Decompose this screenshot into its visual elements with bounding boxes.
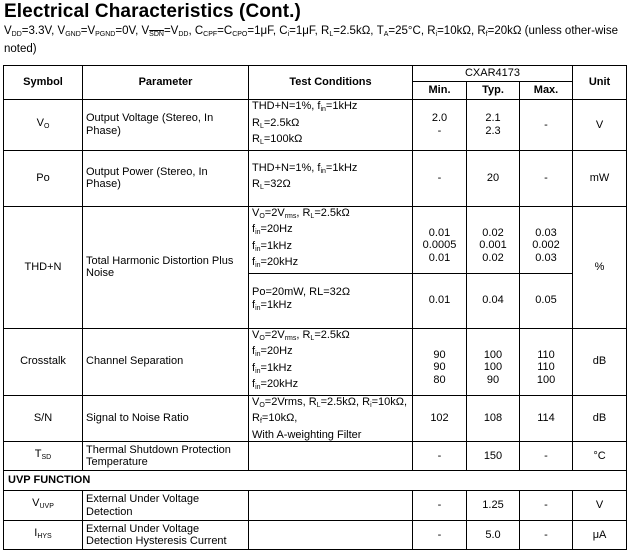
typ-vuvp: 1.25 xyxy=(467,491,520,521)
electrical-characteristics-table xyxy=(3,65,627,550)
table-row xyxy=(4,442,627,471)
typ-thdn-b: 0.04 xyxy=(467,273,520,328)
max-thdn-b: 0.05 xyxy=(520,273,573,328)
param-output-voltage: Output Voltage (Stereo, In Phase) xyxy=(83,100,249,151)
symbol-ihys: $I_{HYS}$ xyxy=(4,521,83,550)
tc-snr: $V_O=2Vrms$, $R_L=2.5k\Omega$, $R_i=10k\Omega$, $R_f=10k\Omega$, With A-weighting Filter xyxy=(249,395,413,442)
unit-po: mW xyxy=(573,150,627,206)
min-vo: 2.0 - xyxy=(413,100,467,151)
typ-snr: 108 xyxy=(467,395,520,442)
tc-thdn-a: $V_O=2V_{rms}$, $R_L=2.5k\Omega$ $f_{in}=20Hz$ $f_{in}=1kHz$ $f_{in}=20kHz$ xyxy=(249,206,413,273)
tc-crosstalk: $V_O=2V_{rms}$, $R_L=2.5k\Omega$ $f_{in}=20Hz$ $f_{in}=1kHz$ $f_{in}=20kHz$ xyxy=(249,328,413,395)
symbol-po: Po xyxy=(4,150,83,206)
header-max: Max. xyxy=(520,82,573,100)
param-uvp-detection: External Under Voltage Detection xyxy=(83,491,249,521)
table-row xyxy=(4,395,627,442)
unit-snr: dB xyxy=(573,395,627,442)
symbol-thdn: THD+N xyxy=(4,206,83,328)
param-snr: Signal to Noise Ratio xyxy=(83,395,249,442)
min-crosstalk: 90 90 80 xyxy=(413,328,467,395)
min-thdn-b: 0.01 xyxy=(413,273,467,328)
typ-vo: 2.1 2.3 xyxy=(467,100,520,151)
section-title-uvp: UVP FUNCTION xyxy=(4,471,627,491)
unit-tsd: °C xyxy=(573,442,627,471)
min-po: - xyxy=(413,150,467,206)
unit-ihys: μA xyxy=(573,521,627,550)
table-row xyxy=(4,150,627,206)
header-min: Min. xyxy=(413,82,467,100)
param-output-power: Output Power (Stereo, In Phase) xyxy=(83,150,249,206)
table-row xyxy=(4,100,627,151)
symbol-sn: S/N xyxy=(4,395,83,442)
header-symbol: Symbol xyxy=(4,66,83,100)
max-po: - xyxy=(520,150,573,206)
max-ihys: - xyxy=(520,521,573,550)
typ-thdn-a: 0.02 0.001 0.02 xyxy=(467,206,520,273)
tc-thermal-shutdown xyxy=(249,442,413,471)
header-unit: Unit xyxy=(573,66,627,100)
min-vuvp: - xyxy=(413,491,467,521)
symbol-crosstalk: Crosstalk xyxy=(4,328,83,395)
min-snr: 102 xyxy=(413,395,467,442)
typ-tsd: 150 xyxy=(467,442,520,471)
param-channel-separation: Channel Separation xyxy=(83,328,249,395)
table-row xyxy=(4,491,627,521)
unit-thdn: % xyxy=(573,206,627,328)
min-tsd: - xyxy=(413,442,467,471)
typ-po: 20 xyxy=(467,150,520,206)
test-conditions-note: $V_{DD}=3.3V$, $V_{GND}=V_{PGND}=0V$, $V_{\overline{SDN}}=V_{DD}$, $C_{CPF}=C_{CPO}=1\mu F$, $C_i=1\mu F$, $R_L=2.5k\Omega$, $T_A=25^\circ C$, $R_i=10k\Omega$, $R_f=20k\Omega$ (unless other-wise noted) xyxy=(4,25,618,55)
table-header-row xyxy=(4,66,627,82)
tc-uvp-hysteresis xyxy=(249,521,413,550)
tc-uvp-detection xyxy=(249,491,413,521)
unit-vuvp: V xyxy=(573,491,627,521)
symbol-tsd: $T_{SD}$ xyxy=(4,442,83,471)
param-uvp-hysteresis: External Under Voltage Detection Hysteresis Current xyxy=(83,521,249,550)
tc-thdn-b: Po=20mW, RL=32Ω $f_{in}=1kHz$ xyxy=(249,273,413,328)
param-thermal-shutdown: Thermal Shutdown Protection Temperature xyxy=(83,442,249,471)
table-row xyxy=(4,521,627,550)
max-vo: - xyxy=(520,100,573,151)
typ-crosstalk: 100 100 90 xyxy=(467,328,520,395)
table-row xyxy=(4,328,627,395)
max-tsd: - xyxy=(520,442,573,471)
symbol-vuvp: $V_{UVP}$ xyxy=(4,491,83,521)
header-test-conditions: Test Conditions xyxy=(249,66,413,100)
max-crosstalk: 110 110 100 xyxy=(520,328,573,395)
max-snr: 114 xyxy=(520,395,573,442)
unit-crosstalk: dB xyxy=(573,328,627,395)
header-typ: Typ. xyxy=(467,82,520,100)
unit-vo: V xyxy=(573,100,627,151)
header-part-number: CXAR4173 xyxy=(413,66,573,82)
section-row-uvp xyxy=(4,471,627,491)
typ-ihys: 5.0 xyxy=(467,521,520,550)
tc-output-power: THD+N=1%, $f_{in}=1kHz$ $R_L=32\Omega$ xyxy=(249,150,413,206)
symbol-vo: $V_O$ xyxy=(4,100,83,151)
max-thdn-a: 0.03 0.002 0.03 xyxy=(520,206,573,273)
param-thdn: Total Harmonic Distortion Plus Noise xyxy=(83,206,249,328)
min-ihys: - xyxy=(413,521,467,550)
page-title: Electrical Characteristics (Cont.) xyxy=(4,1,301,22)
max-vuvp: - xyxy=(520,491,573,521)
tc-output-voltage: THD+N=1%, $f_{in}=1kHz$ $R_L=2.5k\Omega$ $R_L=100k\Omega$ xyxy=(249,100,413,151)
table-row xyxy=(4,206,627,273)
min-thdn-a: 0.01 0.0005 0.01 xyxy=(413,206,467,273)
header-parameter: Parameter xyxy=(83,66,249,100)
